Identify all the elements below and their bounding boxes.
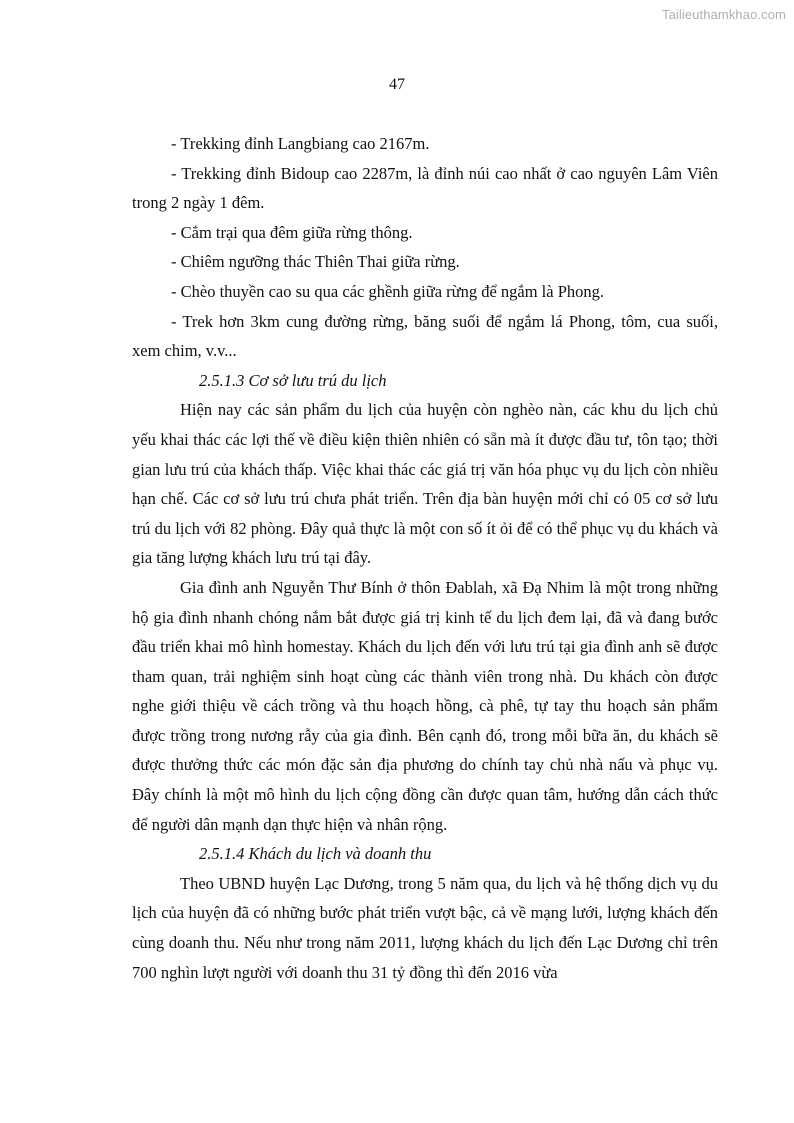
watermark-text: Tailieuthamkhao.com	[661, 7, 786, 22]
section-heading-2514: 2.5.1.4 Khách du lịch và doanh thu	[199, 844, 432, 864]
bullet-item: - Trek hơn 3km cung đường rừng, băng suối để ngắm lá Phong, tôm, cua suối, xem chim, v.v...	[132, 311, 718, 361]
paragraph: Theo UBND huyện Lạc Dương, trong 5 năm qua, du lịch và hệ thống dịch vụ du lịch của huyện đã có những bước phát triển vượt bậc, cả về mạng lưới, lượng khách đến cùng doanh thu. Nếu như trong năm 2011, lượng khách du lịch đến Lạc Dương chỉ trên 700 nghìn lượt người với doanh thu 31 tỷ đồng thì đến 2016 vừa	[132, 873, 718, 982]
bullet-item: - Chiêm ngưỡng thác Thiên Thai giữa rừng.	[171, 252, 460, 272]
bullet-item: - Trekking đỉnh Langbiang cao 2167m.	[171, 134, 430, 153]
bullet-item: - Trekking đỉnh Bidoup cao 2287m, là đỉnh núi cao nhất ở cao nguyên Lâm Viên trong 2 ngày 1 đêm.	[132, 163, 718, 213]
document-body	[132, 129, 718, 987]
paragraph: Hiện nay các sản phẩm du lịch của huyện còn nghèo nàn, các khu du lịch chủ yếu khai thác các lợi thế về điều kiện thiên nhiên có sẵn mà ít được đầu tư, tôn tạo; thời gian lưu trú của khách thấp. Việc khai thác các giá trị văn hóa phục vụ du lịch còn nhiều hạn chế. Các cơ sở lưu trú chưa phát triển. Trên địa bàn huyện mới chỉ có 05 cơ sở lưu trú du lịch với 82 phòng. Đây quả thực là một con số ít ỏi để có thể phục vụ du khách và gia tăng lượng khách lưu trú tại đây.	[132, 400, 718, 568]
bullet-item: - Chèo thuyền cao su qua các ghềnh giữa rừng để ngắm là Phong.	[171, 281, 605, 301]
section-heading-2513: 2.5.1.3 Cơ sở lưu trú du lịch	[199, 370, 387, 390]
page-number: 47	[389, 76, 405, 93]
paragraph: Gia đình anh Nguyễn Thư Bính ở thôn Đablah, xã Đạ Nhim là một trong những hộ gia đình nhanh chóng nắm bắt được giá trị kinh tế du lịch đem lại, đã và đang bước đầu triển khai mô hình homestay. Khách du lịch đến với lưu trú tại gia đình anh sẽ được tham quan, trải nghiệm sinh hoạt cùng các thành viên trong nhà. Du khách còn được nghe giới thiệu về cách trồng và thu hoạch hồng, cà phê, tự tay thu hoạch sản phẩm được trồng trong nương rẫy của gia đình. Bên cạnh đó, trong mỗi bữa ăn, du khách sẽ được thưởng thức các món đặc sản địa phương do chính tay chủ nhà nấu và phục vụ. Đây chính là một mô hình du lịch cộng đồng cần được quan tâm, hướng dẫn cách thức để người dân mạnh dạn thực hiện và nhân rộng.	[132, 577, 718, 834]
bullet-item: - Cắm trại qua đêm giữa rừng thông.	[171, 222, 413, 242]
